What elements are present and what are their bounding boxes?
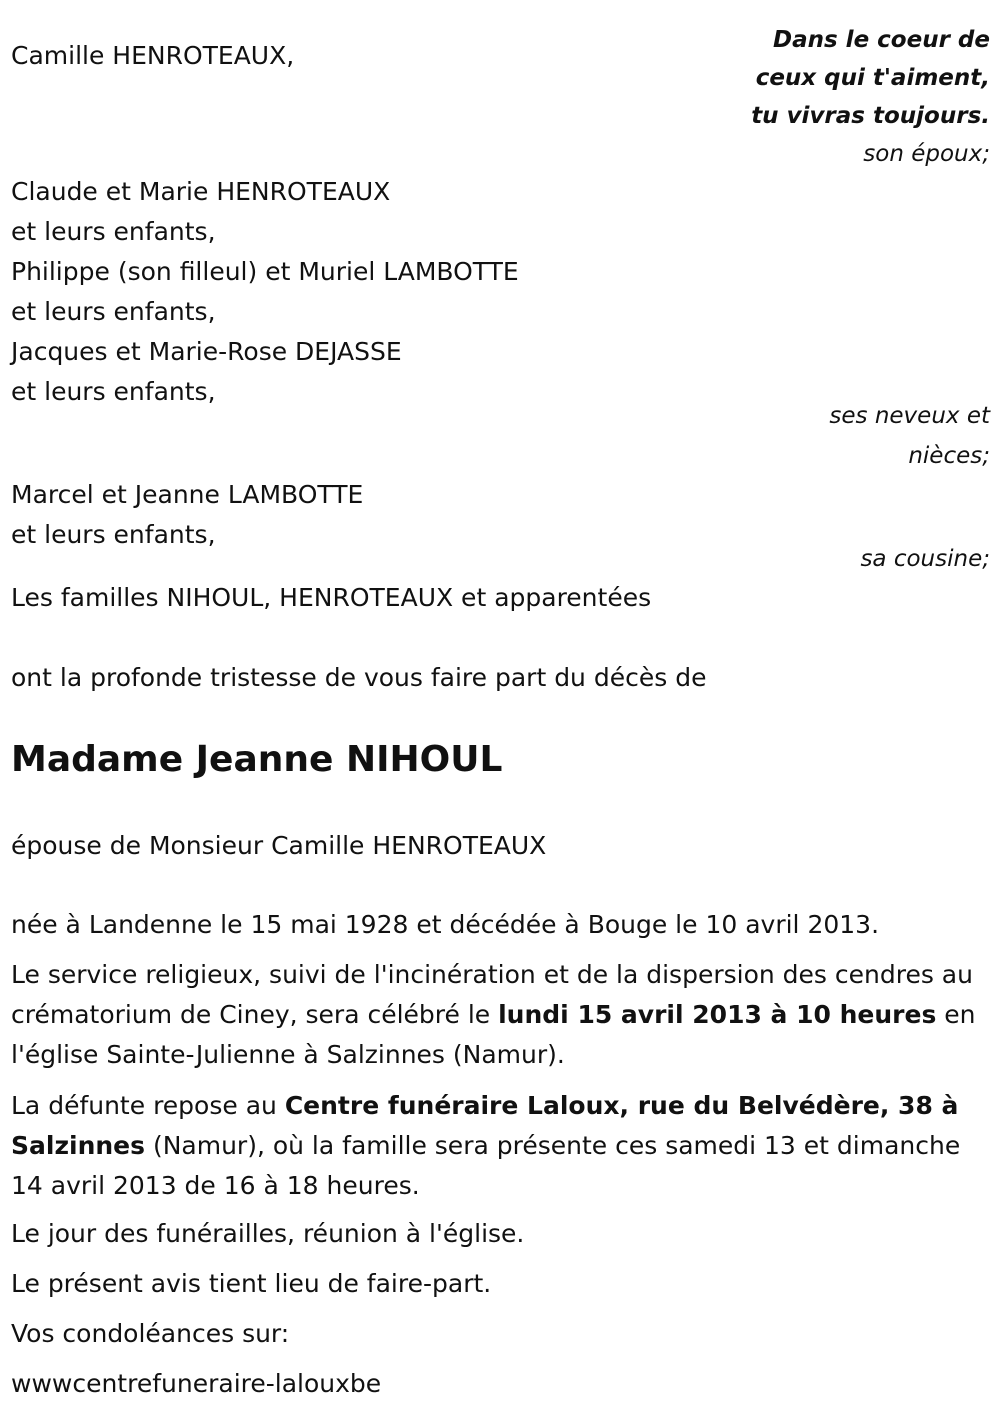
husband-role: son époux; [863, 141, 990, 167]
spouse-line: épouse de Monsieur Camille HENROTEAUX [11, 831, 547, 860]
notice-line: Le présent avis tient lieu de faire-part. [11, 1269, 492, 1298]
condolences-line: Vos condoléances sur: [11, 1319, 290, 1348]
family-line: Claude et Marie HENROTEAUX [11, 177, 391, 206]
motto-line: Dans le coeur de [773, 27, 990, 53]
nephews-role: ses neveux et [829, 403, 990, 429]
service-text: Le service religieux, suivi de l'incinération et de la dispersion des cendres au crématorium de Ciney, sera célébré le [11, 960, 973, 1029]
family-line: Jacques et Marie-Rose DEJASSE [11, 337, 402, 366]
service-date: lundi 15 avril 2013 à 10 heures [498, 1000, 937, 1029]
family-line: Philippe (son filleul) et Muriel LAMBOTTE [11, 257, 519, 286]
family-line: et leurs enfants, [11, 217, 216, 246]
family-line: et leurs enfants, [11, 297, 216, 326]
family-line: et leurs enfants, [11, 377, 216, 406]
viewing-paragraph [11, 1086, 996, 1206]
cousin-line: Marcel et Jeanne LAMBOTTE [11, 480, 364, 509]
viewing-text: (Namur), où la famille sera présente ces samedi 13 et dimanche 14 avril 2013 de 16 à 18 heures. [11, 1131, 961, 1200]
viewing-text: La défunte repose au [11, 1091, 285, 1120]
announcement-intro: ont la profonde tristesse de vous faire part du décès de [11, 663, 707, 692]
cousin-line: et leurs enfants, [11, 520, 216, 549]
service-paragraph [11, 955, 996, 1075]
viewing-place: Centre funéraire Laloux, rue du Belvédère, 38 à Salzinnes [11, 1091, 959, 1160]
husband-name: Camille HENROTEAUX, [11, 41, 295, 70]
families-line: Les familles NIHOUL, HENROTEAUX et apparentées [11, 583, 652, 612]
motto-line: tu vivras toujours. [751, 103, 990, 129]
service-text: en l'église Sainte-Julienne à Salzinnes (Namur). [11, 1000, 976, 1069]
motto [751, 21, 990, 135]
website-link[interactable]: wwwcentrefuneraire-lalouxbe [11, 1369, 382, 1398]
cousin-role: sa cousine; [860, 546, 990, 572]
birth-death-line: née à Landenne le 15 mai 1928 et décédée à Bouge le 10 avril 2013. [11, 910, 880, 939]
motto-line: ceux qui t'aiment, [755, 65, 990, 91]
meeting-line: Le jour des funérailles, réunion à l'église. [11, 1219, 525, 1248]
deceased-name: Madame Jeanne NIHOUL [11, 739, 503, 780]
nephews-role: nièces; [908, 443, 990, 469]
